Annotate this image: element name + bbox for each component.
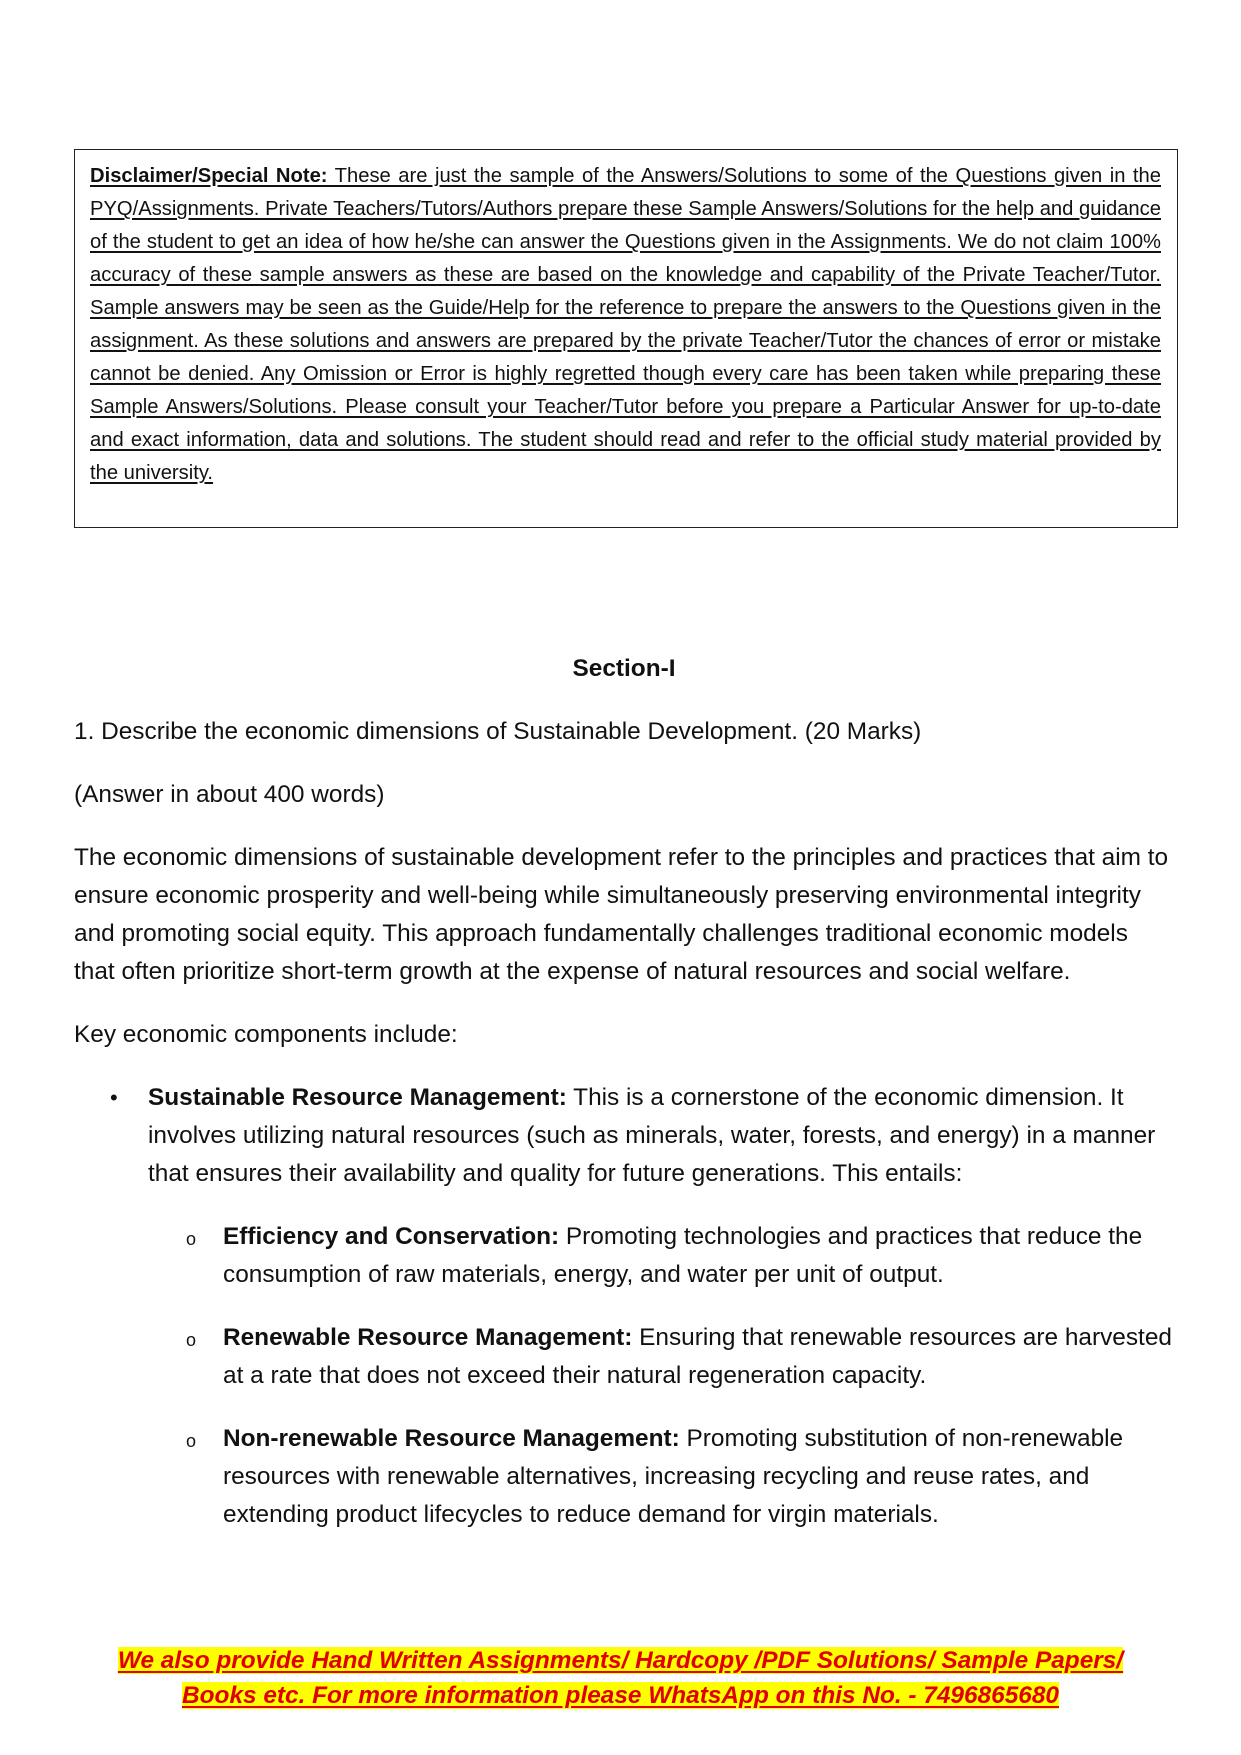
main-content [74, 650, 1174, 1534]
sub-item-text: Ensuring that renewable resources are harvested at a rate that does not exceed their natural regeneration capacity. [223, 1324, 1172, 1389]
sub-item-efficiency [74, 1218, 1174, 1294]
bullet-title: Sustainable Resource Management: [148, 1084, 567, 1111]
circle-bullet-icon: o [186, 1431, 197, 1451]
circle-bullet-icon: o [186, 1330, 197, 1350]
circle-bullet-icon: o [186, 1229, 197, 1249]
sub-item-title: Renewable Resource Management: [223, 1324, 633, 1351]
sub-item-title: Non-renewable Resource Management: [223, 1425, 680, 1452]
promo-banner [0, 1643, 1241, 1713]
promo-line-2: Books etc. For more information please WhatsApp on this No. - 7496865680 [182, 1682, 1059, 1709]
section-title: Section-I [572, 655, 676, 682]
sub-item-title: Efficiency and Conservation: [223, 1223, 560, 1250]
sub-item-text: Promoting substitution of non-renewable resources with renewable alternatives, increasing recycling and reuse rates, and extending product lifecycles to reduce demand for virgin materials. [223, 1425, 1124, 1528]
question-text: 1. Describe the economic dimensions of Sustainable Development. (20 Marks) [74, 718, 922, 745]
answer-instruction: (Answer in about 400 words) [74, 781, 385, 808]
disclaimer-box [74, 149, 1178, 528]
intro-paragraph: The economic dimensions of sustainable development refer to the principles and practices that aim to ensure economic prosperity and well-being while simultaneously preserving environmental integrity and promoting social equity. This approach fundamentally challenges traditional economic models that often prioritize short-term growth at the expense of natural resources and social welfare. [74, 844, 1169, 985]
sub-item-non-renewable [74, 1420, 1174, 1534]
bullet-text: This is a cornerstone of the economic dimension. It involves utilizing natural resources (such as minerals, water, forests, and energy) in a manner that ensures their availability and quality for future generations. This entails: [148, 1084, 1156, 1187]
bullet-item-resource-management [74, 1079, 1174, 1193]
sub-item-text: Promoting technologies and practices that reduce the consumption of raw materials, energy, and water per unit of output. [223, 1223, 1143, 1288]
disclaimer-text: These are just the sample of the Answers/Solutions to some of the Questions given in the PYQ/Assignments. Private Teachers/Tutors/Authors prepare these Sample Answers/Solutions for the help and guidance of the student to get an idea of how he/she can answer the Questions given in the Assignments. We do not claim 100% accuracy of these sample answers as these are based on the knowledge and capability of the Private Teacher/Tutor. Sample answers may be seen as the Guide/Help for the reference to prepare the answers to the Questions given in the assignment. As these solutions and answers are prepared by the private Teacher/Tutor the chances of error or mistake cannot be denied. Any Omission or Error is highly regretted though every care has been taken while preparing these Sample Answers/Solutions. Please consult your Teacher/Tutor before you prepare a Particular Answer for up-to-date and exact information, data and solutions. The student should read and refer to the official study material provided by the university. [90, 165, 1161, 484]
components-heading: Key economic components include: [74, 1021, 458, 1048]
bullet-icon: • [110, 1085, 118, 1110]
promo-line-1: We also provide Hand Written Assignments/ Hardcopy /PDF Solutions/ Sample Papers/ [117, 1647, 1124, 1674]
sub-item-renewable [74, 1319, 1174, 1395]
disclaimer-label: Disclaimer/Special Note: [90, 165, 328, 187]
